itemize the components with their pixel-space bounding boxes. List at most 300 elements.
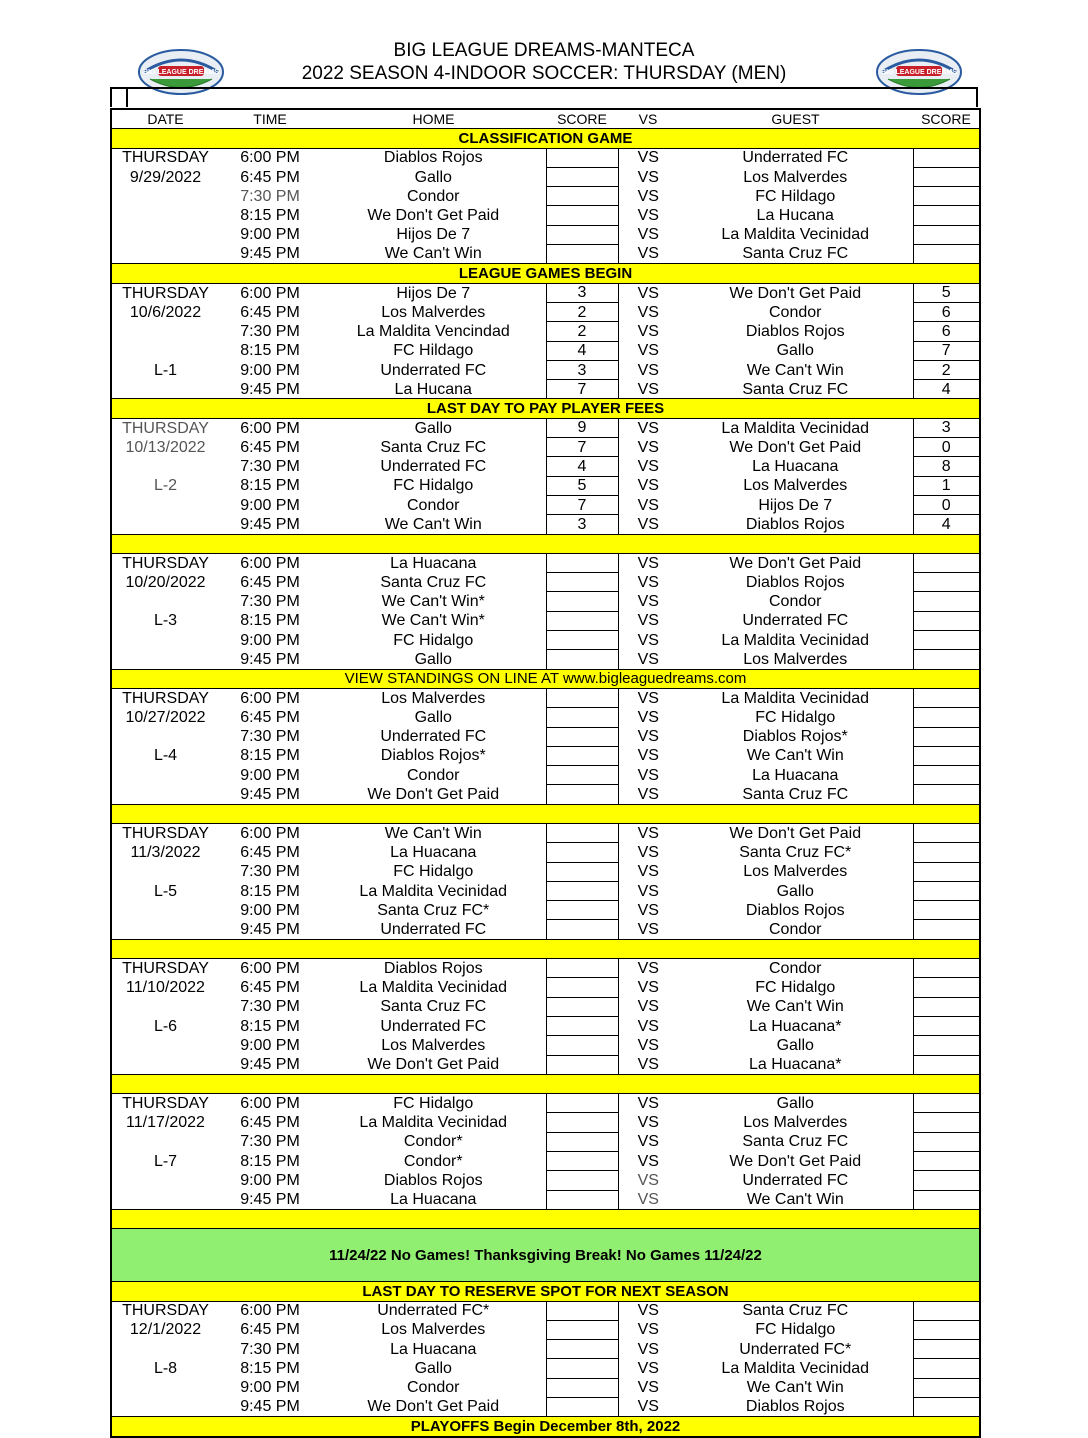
section-band-text bbox=[111, 1209, 980, 1228]
section-band-text: LEAGUE GAMES BEGIN bbox=[111, 264, 980, 283]
home-team-cell: Gallo bbox=[414, 419, 452, 437]
home-team-cell: Underrated FC bbox=[380, 1017, 487, 1035]
time-cell: 6:00 PM bbox=[240, 959, 300, 977]
col-home: HOME bbox=[321, 109, 546, 129]
guest-score-cell bbox=[913, 881, 980, 900]
guest-team-cell: Los Malverdes bbox=[743, 1114, 848, 1132]
vs-cell: VS bbox=[637, 284, 659, 302]
vs-cell: VS bbox=[637, 708, 659, 726]
vs-cell: VS bbox=[637, 361, 659, 379]
vs-cell: VS bbox=[637, 226, 659, 244]
date-cell bbox=[111, 380, 219, 399]
time-cell: 7:30 PM bbox=[240, 1133, 300, 1151]
time-cell: 6:45 PM bbox=[240, 573, 300, 591]
guest-team-cell: We Don't Get Paid bbox=[729, 554, 862, 572]
guest-score-cell bbox=[913, 843, 980, 862]
home-score-cell bbox=[546, 785, 618, 804]
vs-cell: VS bbox=[637, 554, 659, 572]
time-cell: 9:00 PM bbox=[240, 1036, 300, 1054]
home-score-cell bbox=[546, 920, 618, 939]
game-row bbox=[111, 1171, 980, 1190]
guest-team-cell: La Maldita Vecinidad bbox=[721, 419, 870, 437]
game-row bbox=[111, 187, 980, 206]
header-rule bbox=[110, 87, 978, 107]
guest-score-cell bbox=[913, 1036, 980, 1055]
home-team-cell: FC Hidalgo bbox=[393, 1095, 474, 1113]
date-cell: 10/13/2022 bbox=[125, 438, 206, 456]
game-row bbox=[111, 573, 980, 592]
time-cell: 6:45 PM bbox=[240, 979, 300, 996]
home-team-cell: La Huacana bbox=[390, 1340, 477, 1358]
game-row bbox=[111, 708, 980, 727]
date-cell bbox=[111, 341, 219, 360]
guest-team-cell: FC Hidalgo bbox=[755, 979, 836, 996]
guest-score-cell bbox=[913, 1378, 980, 1397]
vs-cell: VS bbox=[637, 207, 659, 225]
guest-score-cell: 4 bbox=[913, 380, 980, 399]
game-row bbox=[111, 302, 980, 321]
vs-cell: VS bbox=[637, 920, 659, 938]
vs-cell: VS bbox=[637, 380, 659, 398]
home-team-cell: FC Hildago bbox=[393, 342, 474, 360]
time-cell: 6:45 PM bbox=[240, 843, 300, 861]
game-row bbox=[111, 476, 980, 495]
guest-team-cell: Diablos Rojos bbox=[745, 901, 845, 919]
date-cell bbox=[111, 187, 219, 206]
guest-score-cell bbox=[913, 862, 980, 881]
date-cell: 12/1/2022 bbox=[129, 1321, 202, 1339]
vs-cell: VS bbox=[637, 168, 659, 186]
vs-cell: VS bbox=[637, 747, 659, 765]
guest-score-cell bbox=[913, 901, 980, 920]
home-team-cell: Condor bbox=[407, 496, 460, 514]
guest-team-cell: Santa Cruz FC bbox=[742, 1302, 849, 1320]
date-cell: THURSDAY bbox=[122, 1302, 209, 1320]
home-score-cell bbox=[546, 553, 618, 572]
home-score-cell: 2 bbox=[546, 302, 618, 321]
home-score-cell: 4 bbox=[546, 341, 618, 360]
time-cell: 8:15 PM bbox=[240, 1360, 300, 1378]
guest-team-cell: La Huacana* bbox=[748, 1055, 842, 1073]
time-cell: 9:00 PM bbox=[240, 1379, 300, 1397]
home-team-cell: We Don't Get Paid bbox=[367, 1398, 500, 1416]
guest-team-cell: FC Hidalgo bbox=[755, 708, 836, 726]
date-cell: 11/10/2022 bbox=[126, 979, 205, 996]
guest-score-cell bbox=[913, 1171, 980, 1190]
home-score-cell bbox=[546, 245, 618, 264]
page-title: BIG LEAGUE DREAMS-MANTECA bbox=[393, 40, 695, 61]
home-score-cell bbox=[546, 1055, 618, 1074]
home-team-cell: We Can't Win* bbox=[381, 612, 485, 630]
home-score-cell bbox=[546, 225, 618, 244]
game-row bbox=[111, 978, 980, 997]
date-cell: L-7 bbox=[153, 1152, 178, 1170]
vs-cell: VS bbox=[637, 342, 659, 360]
section-band-row bbox=[111, 1209, 980, 1228]
date-cell bbox=[111, 785, 219, 804]
holiday-banner-text: 11/24/22 No Games! Thanksgiving Break! No Games 11/24/22 bbox=[111, 1229, 980, 1282]
date-cell: L-8 bbox=[153, 1360, 178, 1378]
guest-score-cell: 1 bbox=[913, 476, 980, 495]
time-cell: 6:00 PM bbox=[240, 284, 300, 302]
time-cell: 6:00 PM bbox=[240, 419, 300, 437]
vs-cell: VS bbox=[637, 1171, 659, 1189]
date-cell: 10/6/2022 bbox=[129, 303, 202, 321]
guest-team-cell: La Huacana bbox=[752, 766, 839, 784]
time-cell: 6:00 PM bbox=[240, 824, 300, 842]
vs-cell: VS bbox=[637, 1398, 659, 1416]
guest-team-cell: We Don't Get Paid bbox=[729, 1152, 862, 1170]
home-score-cell: 3 bbox=[546, 283, 618, 302]
game-row bbox=[111, 1094, 980, 1113]
time-cell: 6:00 PM bbox=[240, 554, 300, 572]
home-score-cell bbox=[546, 1378, 618, 1397]
guest-team-cell: We Can't Win bbox=[746, 361, 844, 379]
home-team-cell: We Can't Win bbox=[384, 824, 482, 842]
date-cell: 10/20/2022 bbox=[125, 573, 206, 591]
time-cell: 9:45 PM bbox=[240, 1055, 300, 1073]
time-cell: 9:45 PM bbox=[240, 515, 300, 533]
game-row bbox=[111, 418, 980, 437]
game-row bbox=[111, 553, 980, 572]
guest-score-cell: 0 bbox=[913, 438, 980, 457]
home-team-cell: La Hucana bbox=[394, 380, 472, 398]
date-cell bbox=[111, 225, 219, 244]
home-score-cell bbox=[546, 1340, 618, 1359]
game-row bbox=[111, 360, 980, 379]
guest-team-cell: La Maldita Vecinidad bbox=[721, 1360, 870, 1378]
time-cell: 8:15 PM bbox=[240, 612, 300, 630]
home-team-cell: Condor* bbox=[403, 1152, 463, 1170]
guest-score-cell bbox=[913, 959, 980, 978]
home-score-cell bbox=[546, 746, 618, 765]
home-score-cell: 7 bbox=[546, 380, 618, 399]
home-score-cell bbox=[546, 1016, 618, 1035]
home-team-cell: La Maldita Vecinidad bbox=[359, 979, 508, 996]
date-cell bbox=[111, 1398, 219, 1417]
home-score-cell bbox=[546, 1152, 618, 1171]
guest-team-cell: Los Malverdes bbox=[743, 168, 848, 186]
guest-team-cell: FC Hidalgo bbox=[755, 1321, 836, 1339]
game-row bbox=[111, 167, 980, 186]
home-team-cell: Hijos De 7 bbox=[396, 284, 471, 302]
time-cell: 8:15 PM bbox=[240, 747, 300, 765]
time-cell: 7:30 PM bbox=[240, 187, 300, 205]
section-band-text bbox=[111, 939, 980, 958]
guest-team-cell: La Maldita Vecinidad bbox=[721, 226, 870, 244]
guest-team-cell: We Don't Get Paid bbox=[729, 284, 862, 302]
time-cell: 9:00 PM bbox=[240, 631, 300, 649]
section-band-text bbox=[111, 1074, 980, 1093]
time-cell: 7:30 PM bbox=[240, 863, 300, 881]
date-cell bbox=[111, 1340, 219, 1359]
game-row bbox=[111, 1036, 980, 1055]
time-cell: 8:15 PM bbox=[240, 477, 300, 495]
date-cell bbox=[111, 901, 219, 920]
home-team-cell: Hijos De 7 bbox=[396, 226, 471, 244]
section-band-text bbox=[111, 534, 980, 553]
game-row bbox=[111, 380, 980, 399]
game-row bbox=[111, 727, 980, 746]
date-cell: L-2 bbox=[153, 477, 178, 495]
guest-team-cell: Underrated FC* bbox=[739, 1340, 852, 1358]
time-cell: 9:45 PM bbox=[240, 650, 300, 668]
date-cell bbox=[111, 515, 219, 534]
time-cell: 7:30 PM bbox=[240, 322, 300, 340]
guest-team-cell: We Can't Win bbox=[746, 998, 844, 1016]
guest-team-cell: Los Malverdes bbox=[743, 477, 848, 495]
game-row bbox=[111, 1398, 980, 1417]
vs-cell: VS bbox=[637, 785, 659, 803]
home-team-cell: Underrated FC bbox=[380, 920, 487, 938]
date-cell bbox=[111, 997, 219, 1016]
game-row bbox=[111, 283, 980, 302]
date-cell: L-5 bbox=[153, 882, 178, 900]
guest-score-cell: 4 bbox=[913, 515, 980, 534]
game-row bbox=[111, 1190, 980, 1209]
vs-cell: VS bbox=[637, 419, 659, 437]
time-cell: 6:00 PM bbox=[240, 149, 300, 167]
home-team-cell: We Don't Get Paid bbox=[367, 207, 500, 225]
vs-cell: VS bbox=[637, 457, 659, 475]
vs-cell: VS bbox=[637, 1302, 659, 1320]
guest-team-cell: Gallo bbox=[776, 342, 814, 360]
vs-cell: VS bbox=[637, 573, 659, 591]
column-header-row bbox=[111, 109, 980, 129]
home-score-cell: 3 bbox=[546, 360, 618, 379]
date-cell bbox=[111, 766, 219, 785]
guest-team-cell: Los Malverdes bbox=[743, 650, 848, 668]
vs-cell: VS bbox=[637, 1340, 659, 1358]
guest-team-cell: Diablos Rojos bbox=[745, 573, 845, 591]
date-cell: 11/17/2022 bbox=[126, 1114, 205, 1132]
guest-team-cell: Diablos Rojos bbox=[745, 515, 845, 533]
home-score-cell bbox=[546, 997, 618, 1016]
vs-cell: VS bbox=[637, 1114, 659, 1132]
vs-cell: VS bbox=[637, 1036, 659, 1054]
home-score-cell bbox=[546, 708, 618, 727]
guest-score-cell bbox=[913, 245, 980, 264]
home-score-cell bbox=[546, 727, 618, 746]
game-row bbox=[111, 688, 980, 707]
date-cell: THURSDAY bbox=[122, 554, 209, 572]
home-team-cell: Los Malverdes bbox=[381, 1321, 486, 1339]
game-row bbox=[111, 225, 980, 244]
game-row bbox=[111, 1378, 980, 1397]
guest-team-cell: La Maldita Vecinidad bbox=[721, 689, 870, 707]
home-score-cell bbox=[546, 823, 618, 842]
home-team-cell: Condor* bbox=[403, 1133, 463, 1151]
section-band-text: VIEW STANDINGS ON LINE AT www.bigleaguedreams.com bbox=[111, 669, 980, 688]
time-cell: 9:45 PM bbox=[240, 920, 300, 938]
game-row bbox=[111, 341, 980, 360]
schedule-table bbox=[110, 108, 981, 1438]
guest-score-cell: 2 bbox=[913, 360, 980, 379]
game-row bbox=[111, 959, 980, 978]
vs-cell: VS bbox=[637, 766, 659, 784]
home-score-cell bbox=[546, 148, 618, 167]
vs-cell: VS bbox=[637, 1360, 659, 1378]
page-subtitle: 2022 SEASON 4-INDOOR SOCCER: THURSDAY (MEN) bbox=[301, 63, 787, 84]
section-band-row bbox=[111, 399, 980, 418]
time-cell: 7:30 PM bbox=[240, 457, 300, 475]
home-score-cell bbox=[546, 206, 618, 225]
section-band-row bbox=[111, 1074, 980, 1093]
guest-score-cell: 8 bbox=[913, 457, 980, 476]
home-team-cell: Diablos Rojos bbox=[383, 1171, 483, 1189]
date-cell bbox=[111, 650, 219, 669]
guest-team-cell: La Huacana bbox=[752, 457, 839, 475]
home-score-cell bbox=[546, 978, 618, 997]
home-team-cell: Gallo bbox=[414, 1360, 452, 1378]
vs-cell: VS bbox=[637, 843, 659, 861]
vs-cell: VS bbox=[637, 882, 659, 900]
game-row bbox=[111, 1301, 980, 1320]
section-band-row bbox=[111, 939, 980, 958]
section-band-text: PLAYOFFS Begin December 8th, 2022 bbox=[111, 1417, 980, 1437]
guest-team-cell: Gallo bbox=[776, 882, 814, 900]
home-team-cell: We Can't Win* bbox=[381, 593, 485, 611]
home-score-cell: 2 bbox=[546, 322, 618, 341]
guest-score-cell bbox=[913, 920, 980, 939]
section-band-row bbox=[111, 264, 980, 283]
guest-team-cell: La Maldita Vecinidad bbox=[721, 631, 870, 649]
home-team-cell: Diablos Rojos bbox=[383, 959, 483, 977]
col-home-score: SCORE bbox=[546, 109, 618, 129]
home-score-cell bbox=[546, 1094, 618, 1113]
home-score-cell bbox=[546, 1132, 618, 1151]
time-cell: 6:45 PM bbox=[240, 168, 300, 186]
home-score-cell bbox=[546, 1190, 618, 1209]
guest-score-cell bbox=[913, 225, 980, 244]
home-score-cell: 4 bbox=[546, 457, 618, 476]
home-score-cell bbox=[546, 1036, 618, 1055]
time-cell: 9:45 PM bbox=[240, 1191, 300, 1209]
date-cell: THURSDAY bbox=[122, 419, 209, 437]
guest-score-cell bbox=[913, 1094, 980, 1113]
col-guest-score: SCORE bbox=[913, 109, 980, 129]
time-cell: 7:30 PM bbox=[240, 998, 300, 1016]
date-cell: L-6 bbox=[153, 1017, 178, 1035]
home-team-cell: La Huacana bbox=[390, 554, 477, 572]
date-cell bbox=[111, 322, 219, 341]
section-band-row bbox=[111, 1282, 980, 1301]
guest-team-cell: We Don't Get Paid bbox=[729, 438, 862, 456]
date-cell bbox=[111, 727, 219, 746]
vs-cell: VS bbox=[637, 959, 659, 977]
home-team-cell: La Maldita Vencindad bbox=[356, 322, 510, 340]
game-row bbox=[111, 245, 980, 264]
game-row bbox=[111, 1152, 980, 1171]
game-row bbox=[111, 1016, 980, 1035]
time-cell: 8:15 PM bbox=[240, 1152, 300, 1170]
home-team-cell: Condor bbox=[407, 187, 460, 205]
game-row bbox=[111, 438, 980, 457]
guest-score-cell bbox=[913, 1301, 980, 1320]
vs-cell: VS bbox=[637, 1017, 659, 1035]
guest-score-cell bbox=[913, 823, 980, 842]
date-cell bbox=[111, 920, 219, 939]
game-row bbox=[111, 592, 980, 611]
time-cell: 7:30 PM bbox=[240, 593, 300, 611]
date-cell bbox=[111, 592, 219, 611]
home-team-cell: Gallo bbox=[414, 708, 452, 726]
vs-cell: VS bbox=[637, 1133, 659, 1151]
home-score-cell bbox=[546, 1398, 618, 1417]
guest-score-cell bbox=[913, 785, 980, 804]
game-row bbox=[111, 611, 980, 630]
date-cell bbox=[111, 1132, 219, 1151]
section-band-row bbox=[111, 804, 980, 823]
guest-score-cell: 6 bbox=[913, 302, 980, 321]
guest-score-cell bbox=[913, 1190, 980, 1209]
home-team-cell: Los Malverdes bbox=[381, 689, 486, 707]
home-score-cell: 9 bbox=[546, 418, 618, 437]
guest-score-cell bbox=[913, 1340, 980, 1359]
guest-score-cell bbox=[913, 746, 980, 765]
guest-team-cell: Underrated FC bbox=[742, 612, 849, 630]
date-cell: THURSDAY bbox=[122, 149, 209, 167]
guest-team-cell: Los Malverdes bbox=[743, 863, 848, 881]
section-band-row bbox=[111, 129, 980, 148]
time-cell: 9:00 PM bbox=[240, 901, 300, 919]
guest-team-cell: Condor bbox=[769, 920, 822, 938]
section-band-text: LAST DAY TO RESERVE SPOT FOR NEXT SEASON bbox=[111, 1282, 980, 1301]
vs-cell: VS bbox=[637, 438, 659, 456]
guest-score-cell bbox=[913, 148, 980, 167]
home-team-cell: Santa Cruz FC bbox=[380, 573, 487, 591]
vs-cell: VS bbox=[637, 998, 659, 1016]
home-score-cell bbox=[546, 167, 618, 186]
section-band-row bbox=[111, 1417, 980, 1437]
game-row bbox=[111, 1359, 980, 1378]
vs-cell: VS bbox=[637, 689, 659, 707]
date-cell bbox=[111, 1055, 219, 1074]
game-row bbox=[111, 515, 980, 534]
game-row bbox=[111, 1132, 980, 1151]
home-score-cell: 7 bbox=[546, 438, 618, 457]
vs-cell: VS bbox=[637, 477, 659, 495]
time-cell: 9:45 PM bbox=[240, 245, 300, 263]
home-score-cell bbox=[546, 881, 618, 900]
home-team-cell: La Maldita Vecinidad bbox=[359, 1114, 508, 1132]
guest-team-cell: We Can't Win bbox=[746, 1379, 844, 1397]
home-score-cell bbox=[546, 766, 618, 785]
home-team-cell: We Can't Win bbox=[384, 245, 482, 263]
home-team-cell: Los Malverdes bbox=[381, 303, 486, 321]
guest-score-cell bbox=[913, 611, 980, 630]
vs-cell: VS bbox=[637, 824, 659, 842]
game-row bbox=[111, 823, 980, 842]
home-score-cell: 3 bbox=[546, 515, 618, 534]
game-row bbox=[111, 322, 980, 341]
guest-score-cell bbox=[913, 187, 980, 206]
guest-score-cell bbox=[913, 553, 980, 572]
game-row bbox=[111, 1113, 980, 1132]
guest-team-cell: Santa Cruz FC* bbox=[739, 843, 852, 861]
home-team-cell: La Huacana bbox=[390, 1191, 477, 1209]
guest-team-cell: Santa Cruz FC bbox=[742, 245, 849, 263]
home-team-cell: La Maldita Vecinidad bbox=[359, 882, 508, 900]
vs-cell: VS bbox=[637, 303, 659, 321]
vs-cell: VS bbox=[637, 612, 659, 630]
date-cell bbox=[111, 495, 219, 514]
guest-score-cell bbox=[913, 997, 980, 1016]
date-cell: THURSDAY bbox=[122, 959, 209, 977]
guest-score-cell bbox=[913, 1132, 980, 1151]
guest-score-cell: 3 bbox=[913, 418, 980, 437]
game-row bbox=[111, 920, 980, 939]
